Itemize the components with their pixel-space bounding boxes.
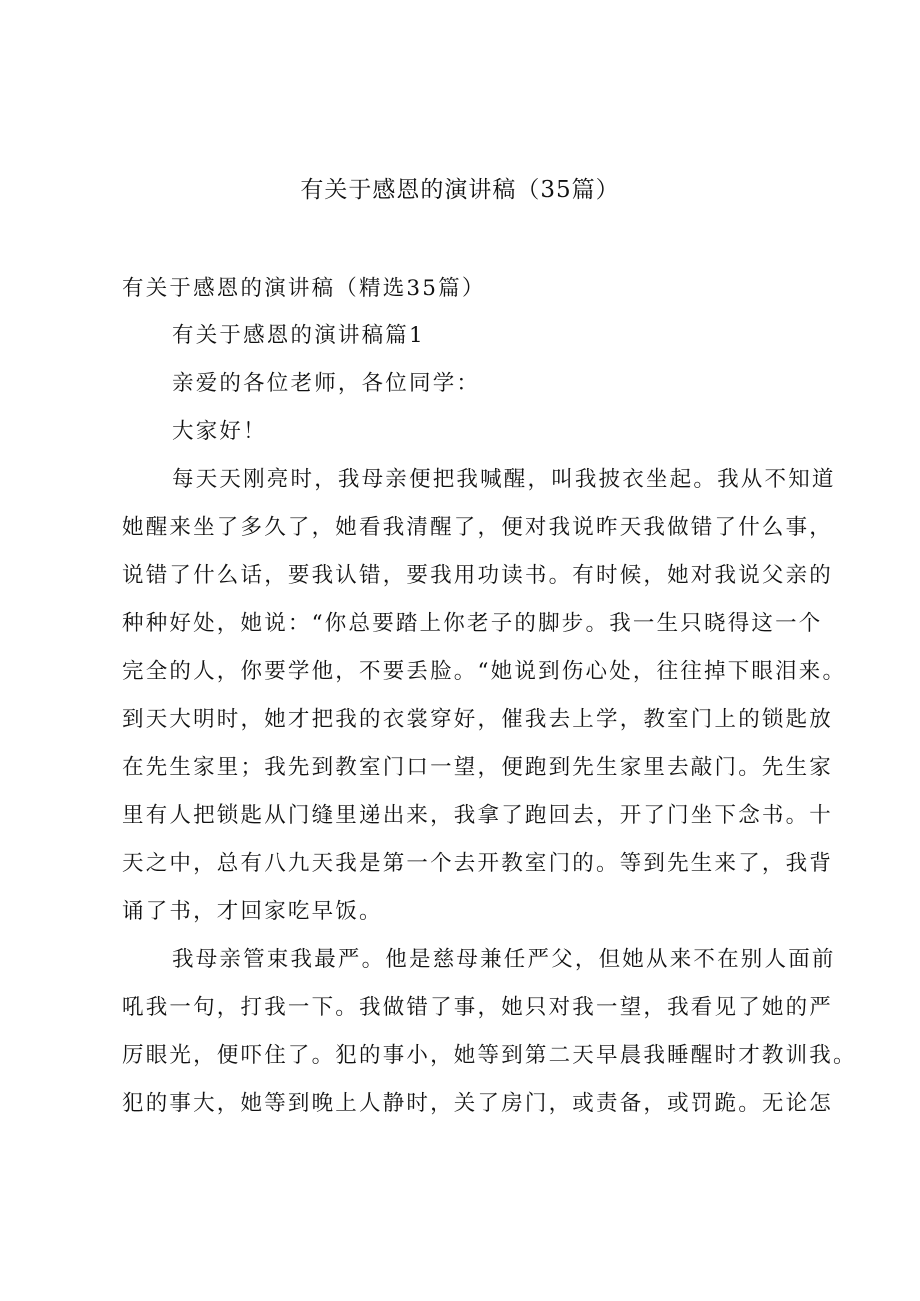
paragraph-line: 我母亲管束我最严。他是慈母兼任严父，但她从来不在别人面前 — [172, 947, 836, 972]
paragraph-line: 说错了什么话，要我认错，要我用功读书。有时候，她对我说父亲的 — [122, 563, 834, 588]
paragraph-line: 种种好处，她说：“你总要踏上你老子的脚步。我一生只晓得这一个 — [122, 611, 823, 636]
paragraph-line: 天之中，总有八九天我是第一个去开教室门的。等到先生来了，我背 — [122, 851, 834, 876]
paragraph-line: 每天天刚亮时，我母亲便把我喊醒，叫我披衣坐起。我从不知道 — [172, 467, 836, 492]
document-title: 有关于感恩的演讲稿（35篇） — [300, 177, 620, 203]
intro-line: 有关于感恩的演讲稿（精选35篇） — [122, 276, 486, 301]
paragraph-line: 吼我一句，打我一下。我做错了事，她只对我一望，我看见了她的严 — [122, 995, 834, 1020]
paragraph-line: 她醒来坐了多久了，她看我清醒了，便对我说昨天我做错了什么事， — [122, 515, 834, 540]
paragraph-line: 厉眼光，便吓住了。犯的事小，她等到第二天早晨我睡醒时才教训我。 — [122, 1043, 857, 1068]
paragraph-line: 犯的事大，她等到晚上人静时，关了房门，或责备，或罚跪。无论怎 — [122, 1091, 834, 1116]
paragraph-line: 完全的人，你要学他，不要丢脸。“她说到伤心处，往往掉下眼泪来。 — [122, 659, 847, 684]
paragraph-line: 在先生家里；我先到教室门口一望，便跑到先生家里去敲门。先生家 — [122, 755, 834, 780]
section-heading: 有关于感恩的演讲稿篇1 — [172, 323, 425, 348]
paragraph-line: 到天大明时，她才把我的衣裳穿好，催我去上学，教室门上的锁匙放 — [122, 707, 834, 732]
greeting: 大家好！ — [172, 419, 267, 444]
paragraph-line: 里有人把锁匙从门缝里递出来，我拿了跑回去，开了门坐下念书。十 — [122, 803, 834, 828]
paragraph-line: 诵了书，才回家吃早饭。 — [122, 899, 383, 924]
salutation: 亲爱的各位老师，各位同学： — [172, 371, 481, 396]
